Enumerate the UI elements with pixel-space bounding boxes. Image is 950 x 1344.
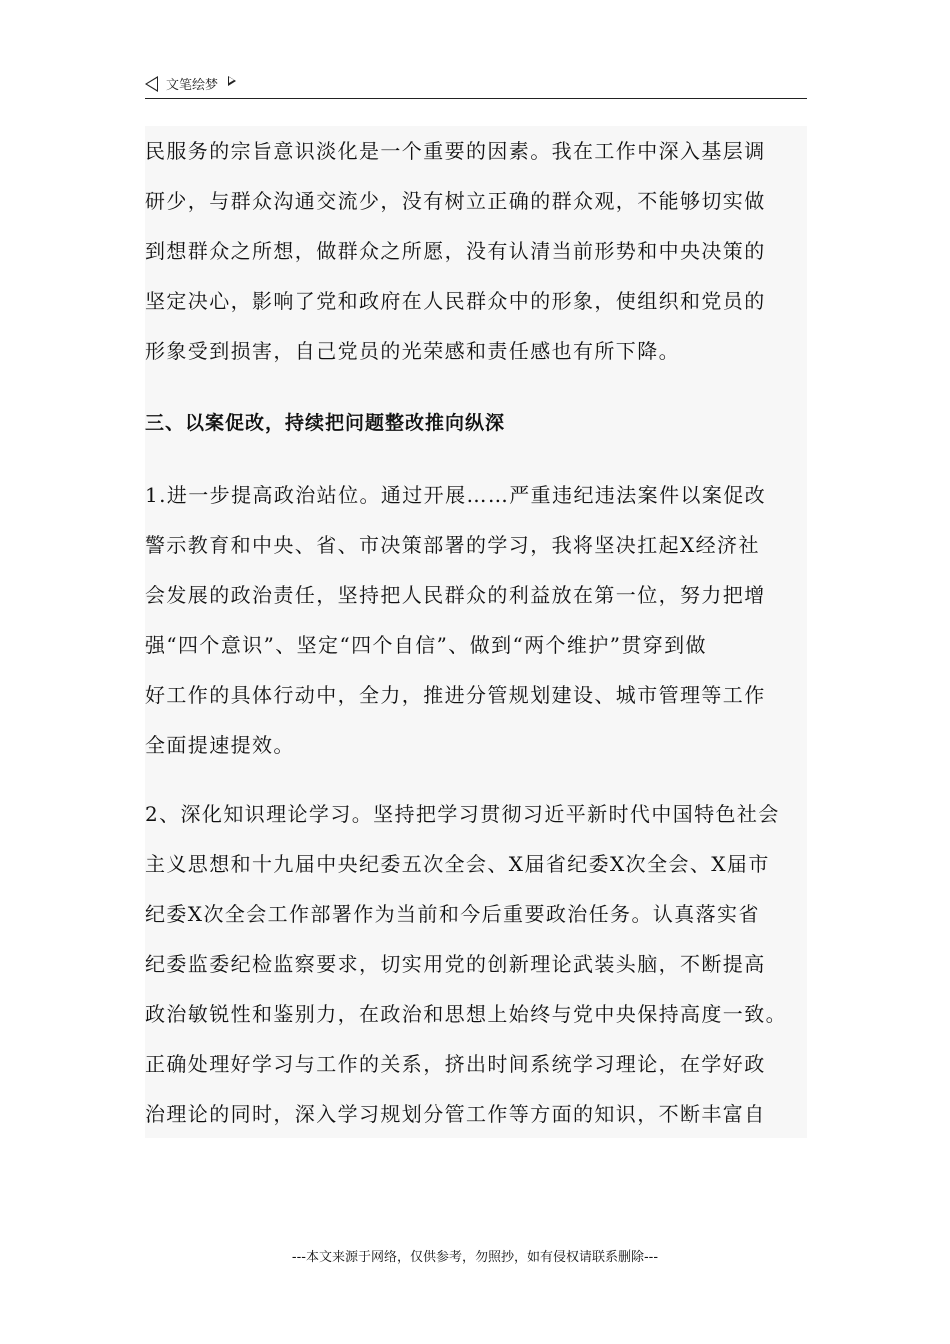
section-heading: 三、以案促改，持续把问题整改推向纵深 [145, 412, 506, 434]
triangle-left-icon [145, 76, 158, 92]
paragraph-item-2: 2、深化知识理论学习。坚持把学习贯彻习近平新时代中国特色社会 主义思想和十九届中央纪委五次全会、X届省纪委X次全会、X届市 纪委X次全会工作部署作为当前和今后重要政治任务。认真落实省 纪委监委纪检监察要求，切实用党的创新理论武装头脑，不断提高 政治敏锐性和鉴别力，在政治和思想上始终与党中央保持高度一致。 正确处理好学习与工作的关系，挤出时间系统学习理论，在学好政 治理论的同时，深入学习规划分管工作等方面的知识，不断丰富自 [145, 802, 787, 1126]
paragraph-item-1: 1.进一步提高政治站位。通过开展……严重违纪违法案件以案促改 警示教育和中央、省、市决策部署的学习，我将坚决扛起X经济社 会发展的政治责任，坚持把人民群众的利益放在第一位，努力把增 强“四个意识”、坚定“四个自信”、做到“两个维护”贯穿到做 好工作的具体行动中，全力，推进分管规划建设、城市管理等工作 全面提速提效。 [145, 483, 767, 757]
document-body [145, 126, 807, 1138]
header-brand [145, 74, 236, 93]
header-title: 文笔绘梦 [166, 78, 219, 93]
paragraph-intro: 民服务的宗旨意识淡化是一个重要的因素。我在工作中深入基层调 研少，与群众沟通交流少，没有树立正确的群众观，不能够切实做 到想群众之所想，做群众之所愿，没有认清当前形势和中央决策的 坚定决心，影响了党和政府在人民群众中的形象，使组织和党员的 形象受到损害，自己党员的光荣感和责任感也有所下降。 [145, 139, 766, 363]
triangle-right-icon [228, 76, 236, 86]
page-footer: ---本文来源于网络，仅供参考，勿照抄，如有侵权请联系删除--- [291, 1250, 659, 1265]
page-header [145, 72, 807, 99]
